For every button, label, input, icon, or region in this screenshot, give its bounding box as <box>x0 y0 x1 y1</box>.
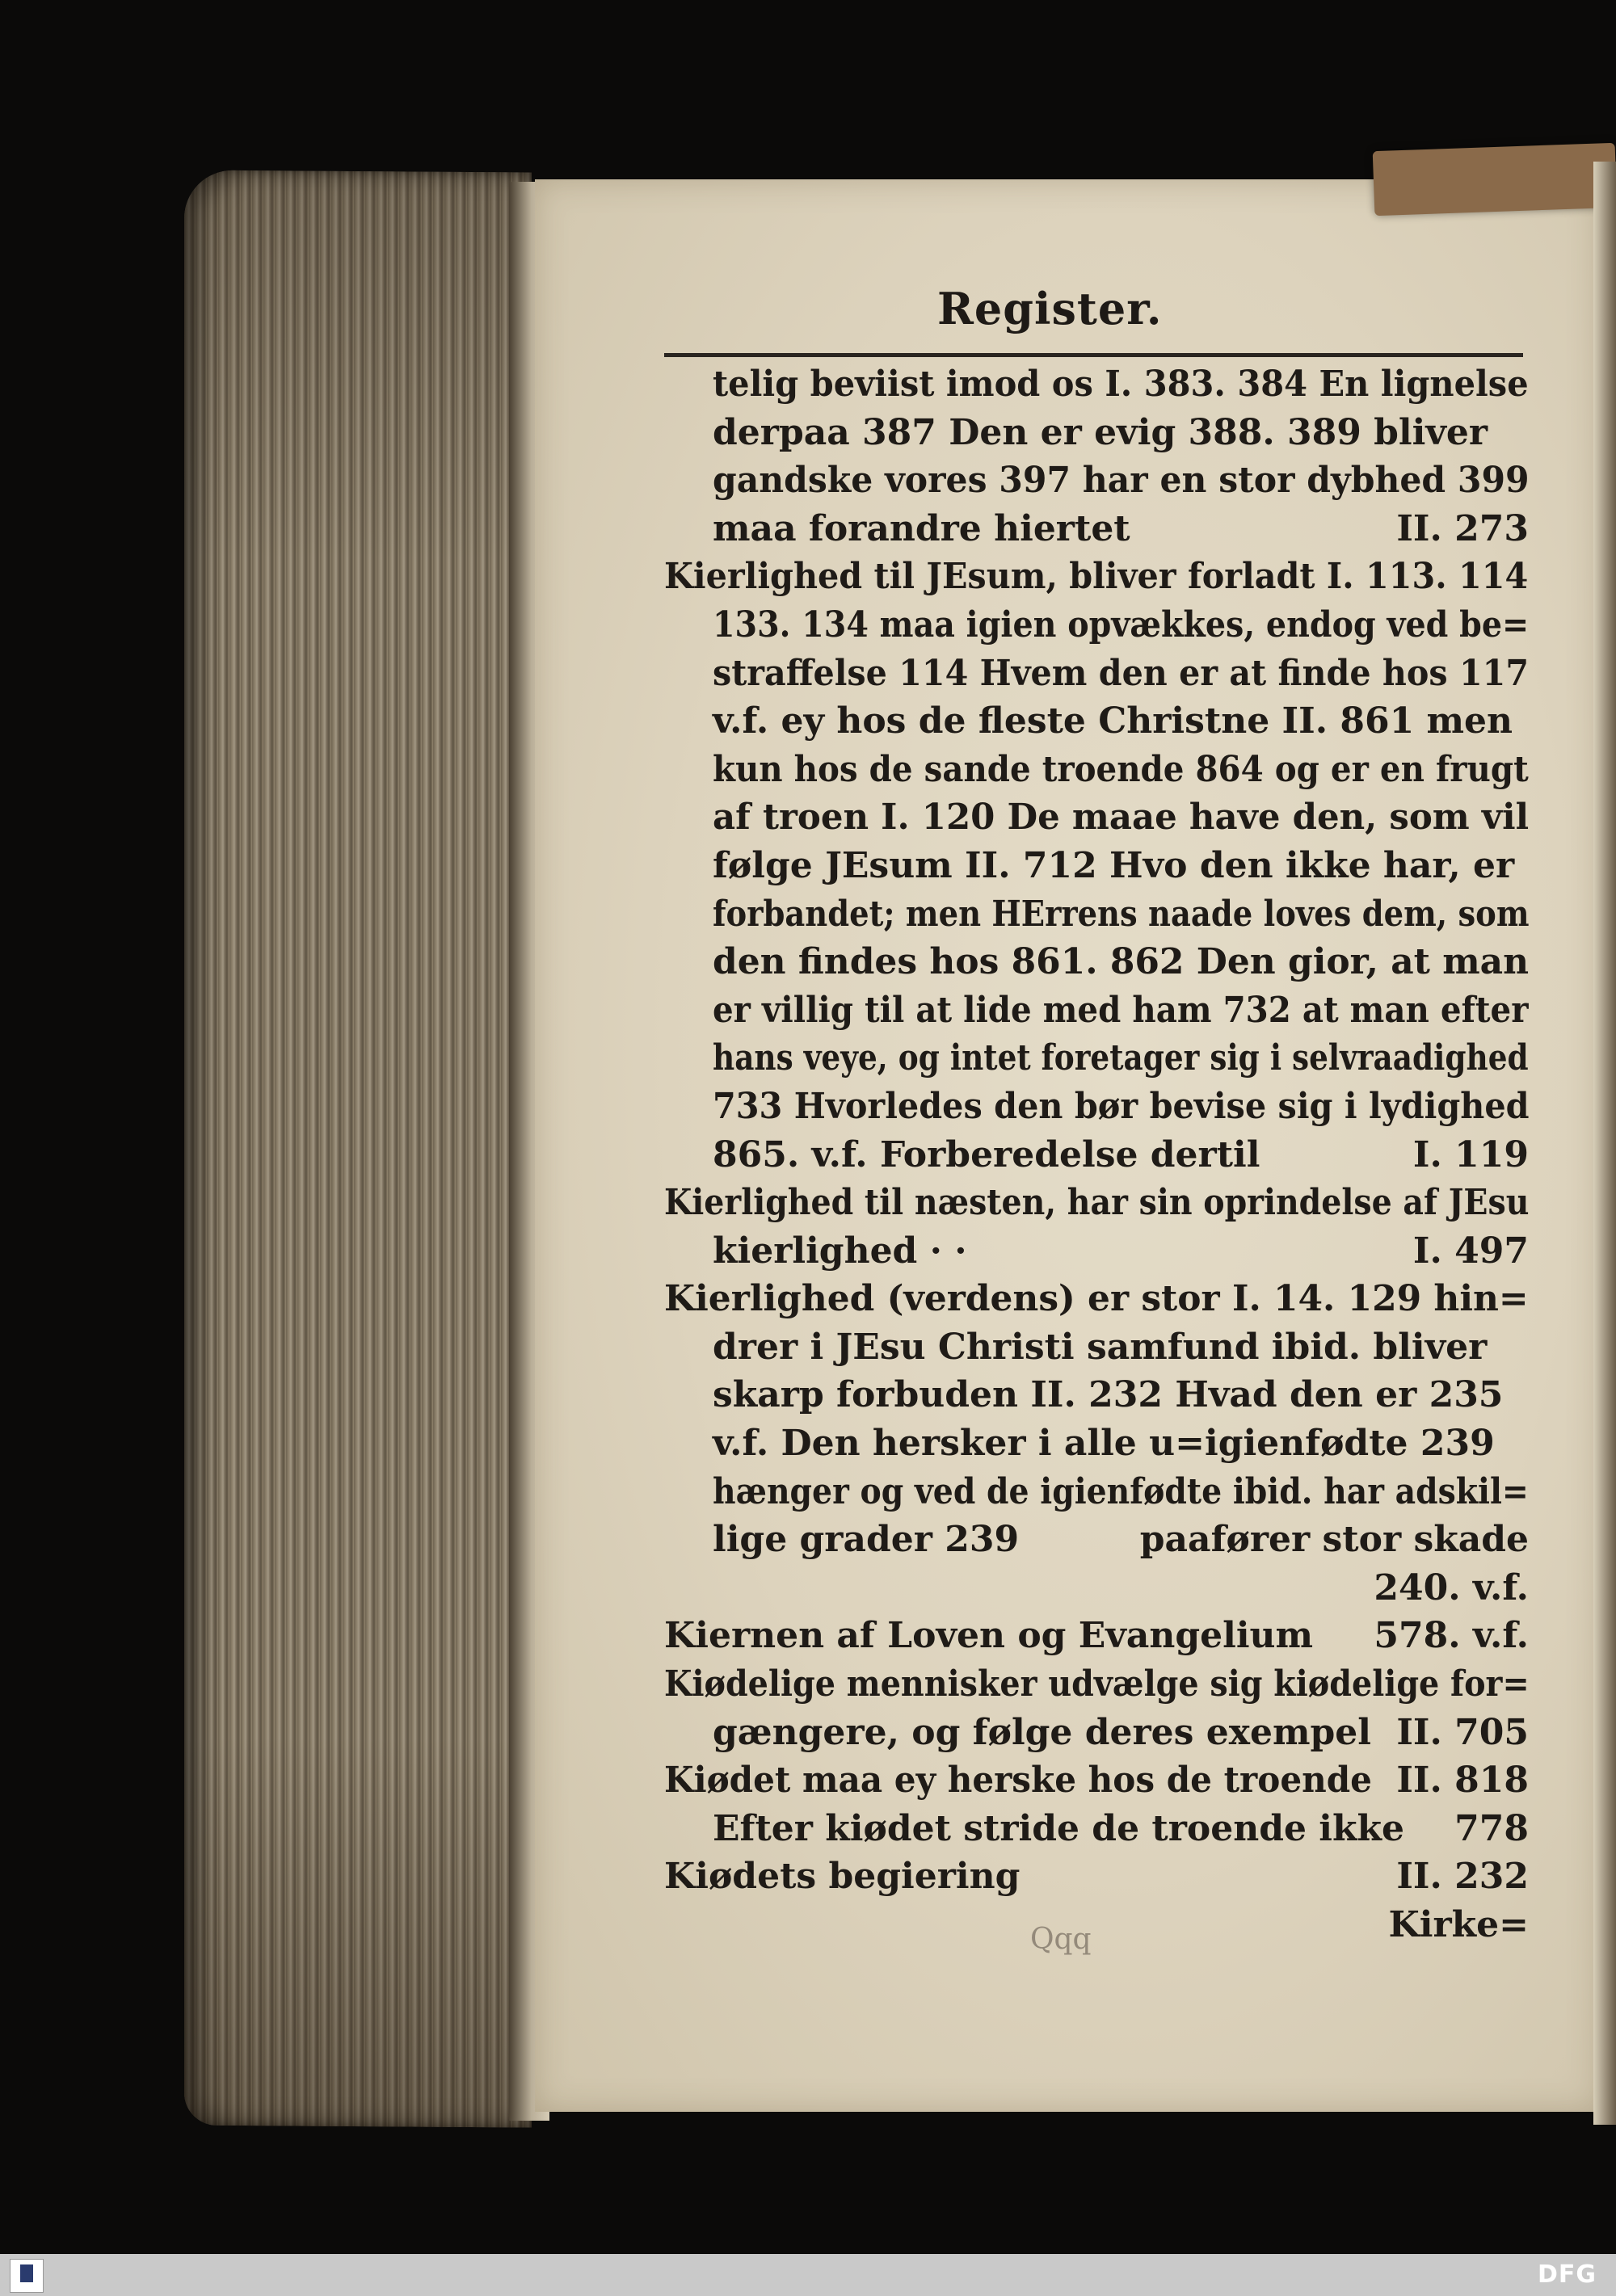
register-line-text: Kierlighed til næsten, har sin oprindelse af JEsu <box>664 1182 1530 1224</box>
next-page-edge <box>1593 162 1616 2125</box>
signature-mark: Qqq <box>1030 1923 1092 1956</box>
register-entry-headword-line <box>664 1756 1529 1805</box>
register-line-text: Kierlighed til JEsum, bliver forladt I. 113. 114 <box>664 556 1529 598</box>
catchword: Kirke= <box>1388 1904 1529 1945</box>
register-line-continuation <box>664 505 1529 553</box>
register-line-text: af troen I. 120 De maae have den, som vil <box>713 797 1530 839</box>
register-entry-headword-line <box>664 1179 1529 1227</box>
register-entry-headword-line <box>664 1660 1529 1709</box>
register-line-text: lige grader 239 <box>713 1519 1020 1561</box>
register-entry-headword-line <box>664 1275 1529 1323</box>
register-line-text: Kierlighed (verdens) er stor I. 14. 129 hin= <box>664 1278 1529 1320</box>
register-line-continuation <box>664 650 1529 698</box>
register-line-text: følge JEsum II. 712 Hvo den ikke har, er <box>713 844 1515 886</box>
register-line-continuation <box>664 697 1529 746</box>
register-line-reference: II. 818 <box>1396 1760 1529 1802</box>
register-line-text: 733 Hvorledes den bør bevise sig i lydighed <box>713 1085 1530 1127</box>
register-line-continuation <box>664 1131 1529 1180</box>
register-line-continuation <box>664 409 1529 457</box>
register-line-reference: 578. v.f. <box>1374 1615 1529 1657</box>
register-line-text: 133. 134 maa igien opvækkes, endog ved be= <box>713 603 1530 645</box>
register-line-text: v.f. ey hos de fleste Christne II. 861 men <box>713 700 1513 742</box>
register-line-continuation <box>664 1805 1529 1853</box>
register-line-text: forbandet; men HErrens naade loves dem, som <box>713 893 1530 935</box>
register-entries <box>664 360 1529 1949</box>
page-title: Register. <box>937 283 1163 334</box>
register-line-reference: I. 497 <box>1412 1230 1529 1272</box>
register-line-text: maa forandre hiertet <box>713 507 1130 549</box>
register-line-continuation <box>664 842 1529 890</box>
register-line-text: gængere, og følge deres exempel <box>713 1711 1372 1753</box>
register-line-text: Kiødet maa ey herske hos de troende <box>664 1760 1372 1802</box>
register-line-continuation <box>664 890 1529 939</box>
register-line-text: hænger og ved de igienfødte ibid. har adskil= <box>713 1470 1529 1512</box>
register-line-continuation <box>664 1564 1529 1613</box>
register-line-text: v.f. Den hersker i alle u=igienfødte 239 <box>713 1423 1495 1465</box>
book-page-edges <box>184 170 532 2127</box>
register-line-text: den findes hos 861. 862 Den gior, at man <box>713 941 1530 983</box>
register-line-text: skarp forbuden II. 232 Hvad den er 235 <box>713 1374 1504 1416</box>
register-line-text: kierlighed · · <box>713 1230 967 1272</box>
library-logo-icon <box>10 2259 44 2293</box>
register-line-continuation <box>664 360 1529 409</box>
register-line-text: Kiødets begiering <box>664 1856 1021 1898</box>
register-line-text: 865. v.f. Forberedelse dertil <box>713 1133 1260 1175</box>
catchword-row <box>664 1901 1529 1949</box>
register-line-reference: paafører stor skade <box>1139 1519 1529 1561</box>
viewer-footer-bar <box>0 2254 1616 2296</box>
register-line-continuation <box>664 601 1529 650</box>
register-line-continuation <box>664 746 1529 794</box>
dfg-logo: DFG <box>1537 2260 1597 2289</box>
register-line-continuation <box>664 1371 1529 1419</box>
register-line-continuation <box>664 1709 1529 1757</box>
register-line-text: telig beviist imod os I. 383. 384 En lignelse <box>713 364 1529 405</box>
register-line-reference: II. 705 <box>1396 1711 1529 1753</box>
register-line-reference: 240. v.f. <box>1374 1566 1529 1608</box>
register-line-text: Efter kiødet stride de troende ikke <box>713 1807 1404 1849</box>
register-line-text: derpaa 387 Den er evig 388. 389 bliver <box>713 411 1488 453</box>
register-line-text: er villig til at lide med ham 732 at man efter <box>713 989 1529 1031</box>
register-line-continuation <box>664 1419 1529 1468</box>
register-line-continuation <box>664 1468 1529 1516</box>
register-line-continuation <box>664 1034 1529 1083</box>
register-line-continuation <box>664 793 1529 842</box>
register-line-continuation <box>664 1083 1529 1131</box>
register-line-text: straffelse 114 Hvem den er at finde hos 117 <box>713 652 1530 694</box>
register-line-text: drer i JEsu Christi samfund ibid. bliver <box>713 1326 1488 1368</box>
register-line-continuation <box>664 986 1529 1035</box>
register-line-reference: II. 232 <box>1396 1856 1529 1898</box>
register-line-text: kun hos de sande troende 864 og er en frugt <box>713 748 1529 790</box>
register-entry-headword-line <box>664 1612 1529 1660</box>
register-line-text: gandske vores 397 har en stor dybhed 399 <box>713 460 1530 502</box>
register-line-continuation <box>664 1516 1529 1564</box>
register-line-continuation <box>664 1323 1529 1372</box>
register-line-text: hans veye, og intet foretager sig i selvraadighed <box>713 1037 1529 1079</box>
register-entry-headword-line <box>664 1852 1529 1901</box>
register-line-continuation <box>664 1227 1529 1276</box>
register-line-continuation <box>664 456 1529 505</box>
register-line-reference: 778 <box>1454 1807 1529 1849</box>
register-entry-headword-line <box>664 553 1529 601</box>
register-line-continuation <box>664 938 1529 986</box>
register-line-text: Kiødelige mennisker udvælge sig kiødelige for= <box>664 1663 1530 1705</box>
register-line-reference: II. 273 <box>1396 507 1529 549</box>
register-line-reference: I. 119 <box>1412 1133 1529 1175</box>
header-rule <box>664 353 1523 357</box>
register-line-text: Kiernen af Loven og Evangelium <box>664 1615 1314 1657</box>
